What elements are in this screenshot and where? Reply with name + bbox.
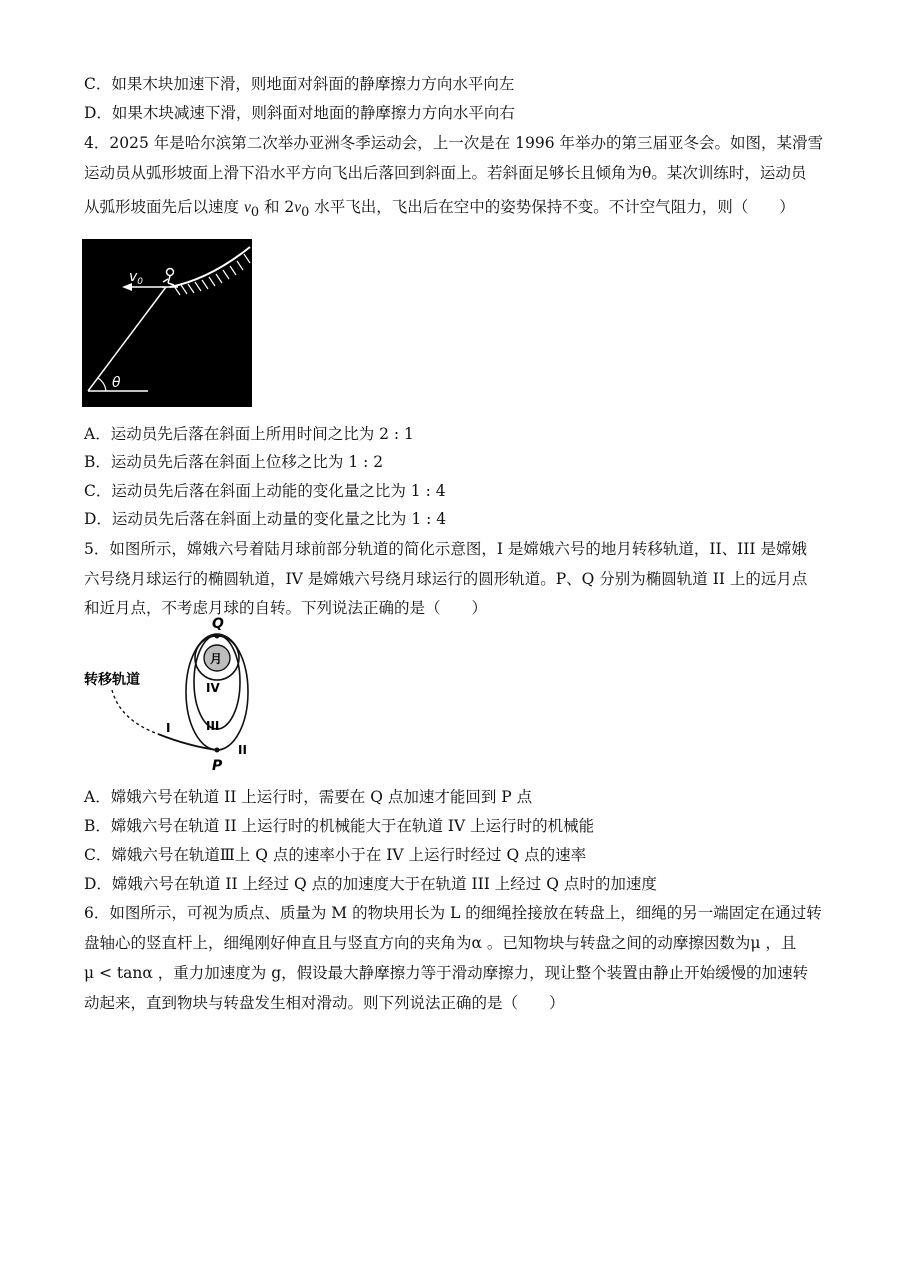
q5-stem-line1: 5．如图所示，嫦娥六号着陆月球前部分轨道的简化示意图，I 是嫦娥六号的地月转移轨道，II、III 是嫦娥 <box>84 540 807 558</box>
label-IV: IV <box>206 681 220 695</box>
label-transfer-orbit: 转移轨道 <box>84 672 140 688</box>
q4-option-d: D．运动员先后落在斜面上动量的变化量之比为 1 : 4 <box>84 510 447 528</box>
q4-option-b: B．运动员先后落在斜面上位移之比为 1 : 2 <box>84 453 384 471</box>
q5-option-c: C．嫦娥六号在轨道Ⅲ上 Q 点的速率小于在 IV 上运行时经过 Q 点的速率 <box>84 846 587 864</box>
q4-option-c: C．运动员先后落在斜面上动能的变化量之比为 1 : 4 <box>84 482 446 500</box>
label-moon: 月 <box>210 652 223 666</box>
label-P: P <box>212 758 223 774</box>
label-I: I <box>166 721 171 735</box>
q5-option-b: B．嫦娥六号在轨道 II 上运行时的机械能大于在轨道 IV 上运行时的机械能 <box>84 817 595 835</box>
label-v0: $v_0$ <box>129 269 144 287</box>
q6-stem-line4: 动起来，直到物块与转盘发生相对滑动。则下列说法正确的是（ ） <box>84 994 565 1012</box>
q5-option-a: A．嫦娥六号在轨道 II 上运行时，需要在 Q 点加速才能回到 P 点 <box>84 788 533 806</box>
ski-jump-figure <box>82 239 252 407</box>
orbit-figure <box>80 612 280 778</box>
q4-stem-line3: 从弧形坡面先后以速度 $v_0$ 和 $2v_0$ 水平飞出，飞出后在空中的姿势保持不变。不计空气阻力，则（ ） <box>84 198 795 221</box>
q4-option-a: A．运动员先后落在斜面上所用时间之比为 2 : 1 <box>84 425 414 443</box>
q6-stem-line1: 6．如图所示，可视为质点、质量为 M 的物块用长为 L 的细绳拴接放在转盘上，细绳的另一端固定在通过转 <box>84 904 822 922</box>
transfer-orbit-dashed <box>112 690 158 734</box>
q6-stem-line3: μ < tanα ，重力加速度为 g，假设最大静摩擦力等于滑动摩擦力，现让整个装置由静止开始缓慢的加速转 <box>84 964 809 982</box>
q6-stem-line2: 盘轴心的竖直杆上，细绳刚好伸直且与竖直方向的夹角为α 。已知物块与转盘之间的动摩擦因数为μ ，且 <box>84 934 797 952</box>
q4-stem-line1: 4．2025 年是哈尔滨第二次举办亚洲冬季运动会，上一次是在 1996 年举办的第三届亚冬会。如图，某滑雪 <box>84 134 824 152</box>
label-theta: θ <box>112 375 121 391</box>
q5-option-d: D．嫦娥六号在轨道 II 上经过 Q 点的加速度大于在轨道 III 上经过 Q 点时的加速度 <box>84 875 657 893</box>
q3-option-d: D．如果木块减速下滑，则斜面对地面的静摩擦力方向水平向右 <box>84 104 515 122</box>
q5-stem-line3: 和近月点，不考虑月球的自转。下列说法正确的是（ ） <box>84 599 488 617</box>
label-III: III <box>206 719 220 733</box>
point-P <box>215 748 220 753</box>
q5-stem-line2: 六号绕月球运行的椭圆轨道，IV 是嫦娥六号绕月球运行的圆形轨道。P、Q 分别为椭圆轨道 II 上的远月点 <box>84 570 808 588</box>
q3-option-c: C．如果木块加速下滑，则地面对斜面的静摩擦力方向水平向左 <box>84 75 515 93</box>
point-Q <box>215 634 220 639</box>
label-II: II <box>238 743 247 757</box>
label-Q: Q <box>212 616 224 632</box>
q4-stem-line2: 运动员从弧形坡面上滑下沿水平方向飞出后落回到斜面上。若斜面足够长且倾角为θ。某次训练时，运动员 <box>84 164 807 182</box>
